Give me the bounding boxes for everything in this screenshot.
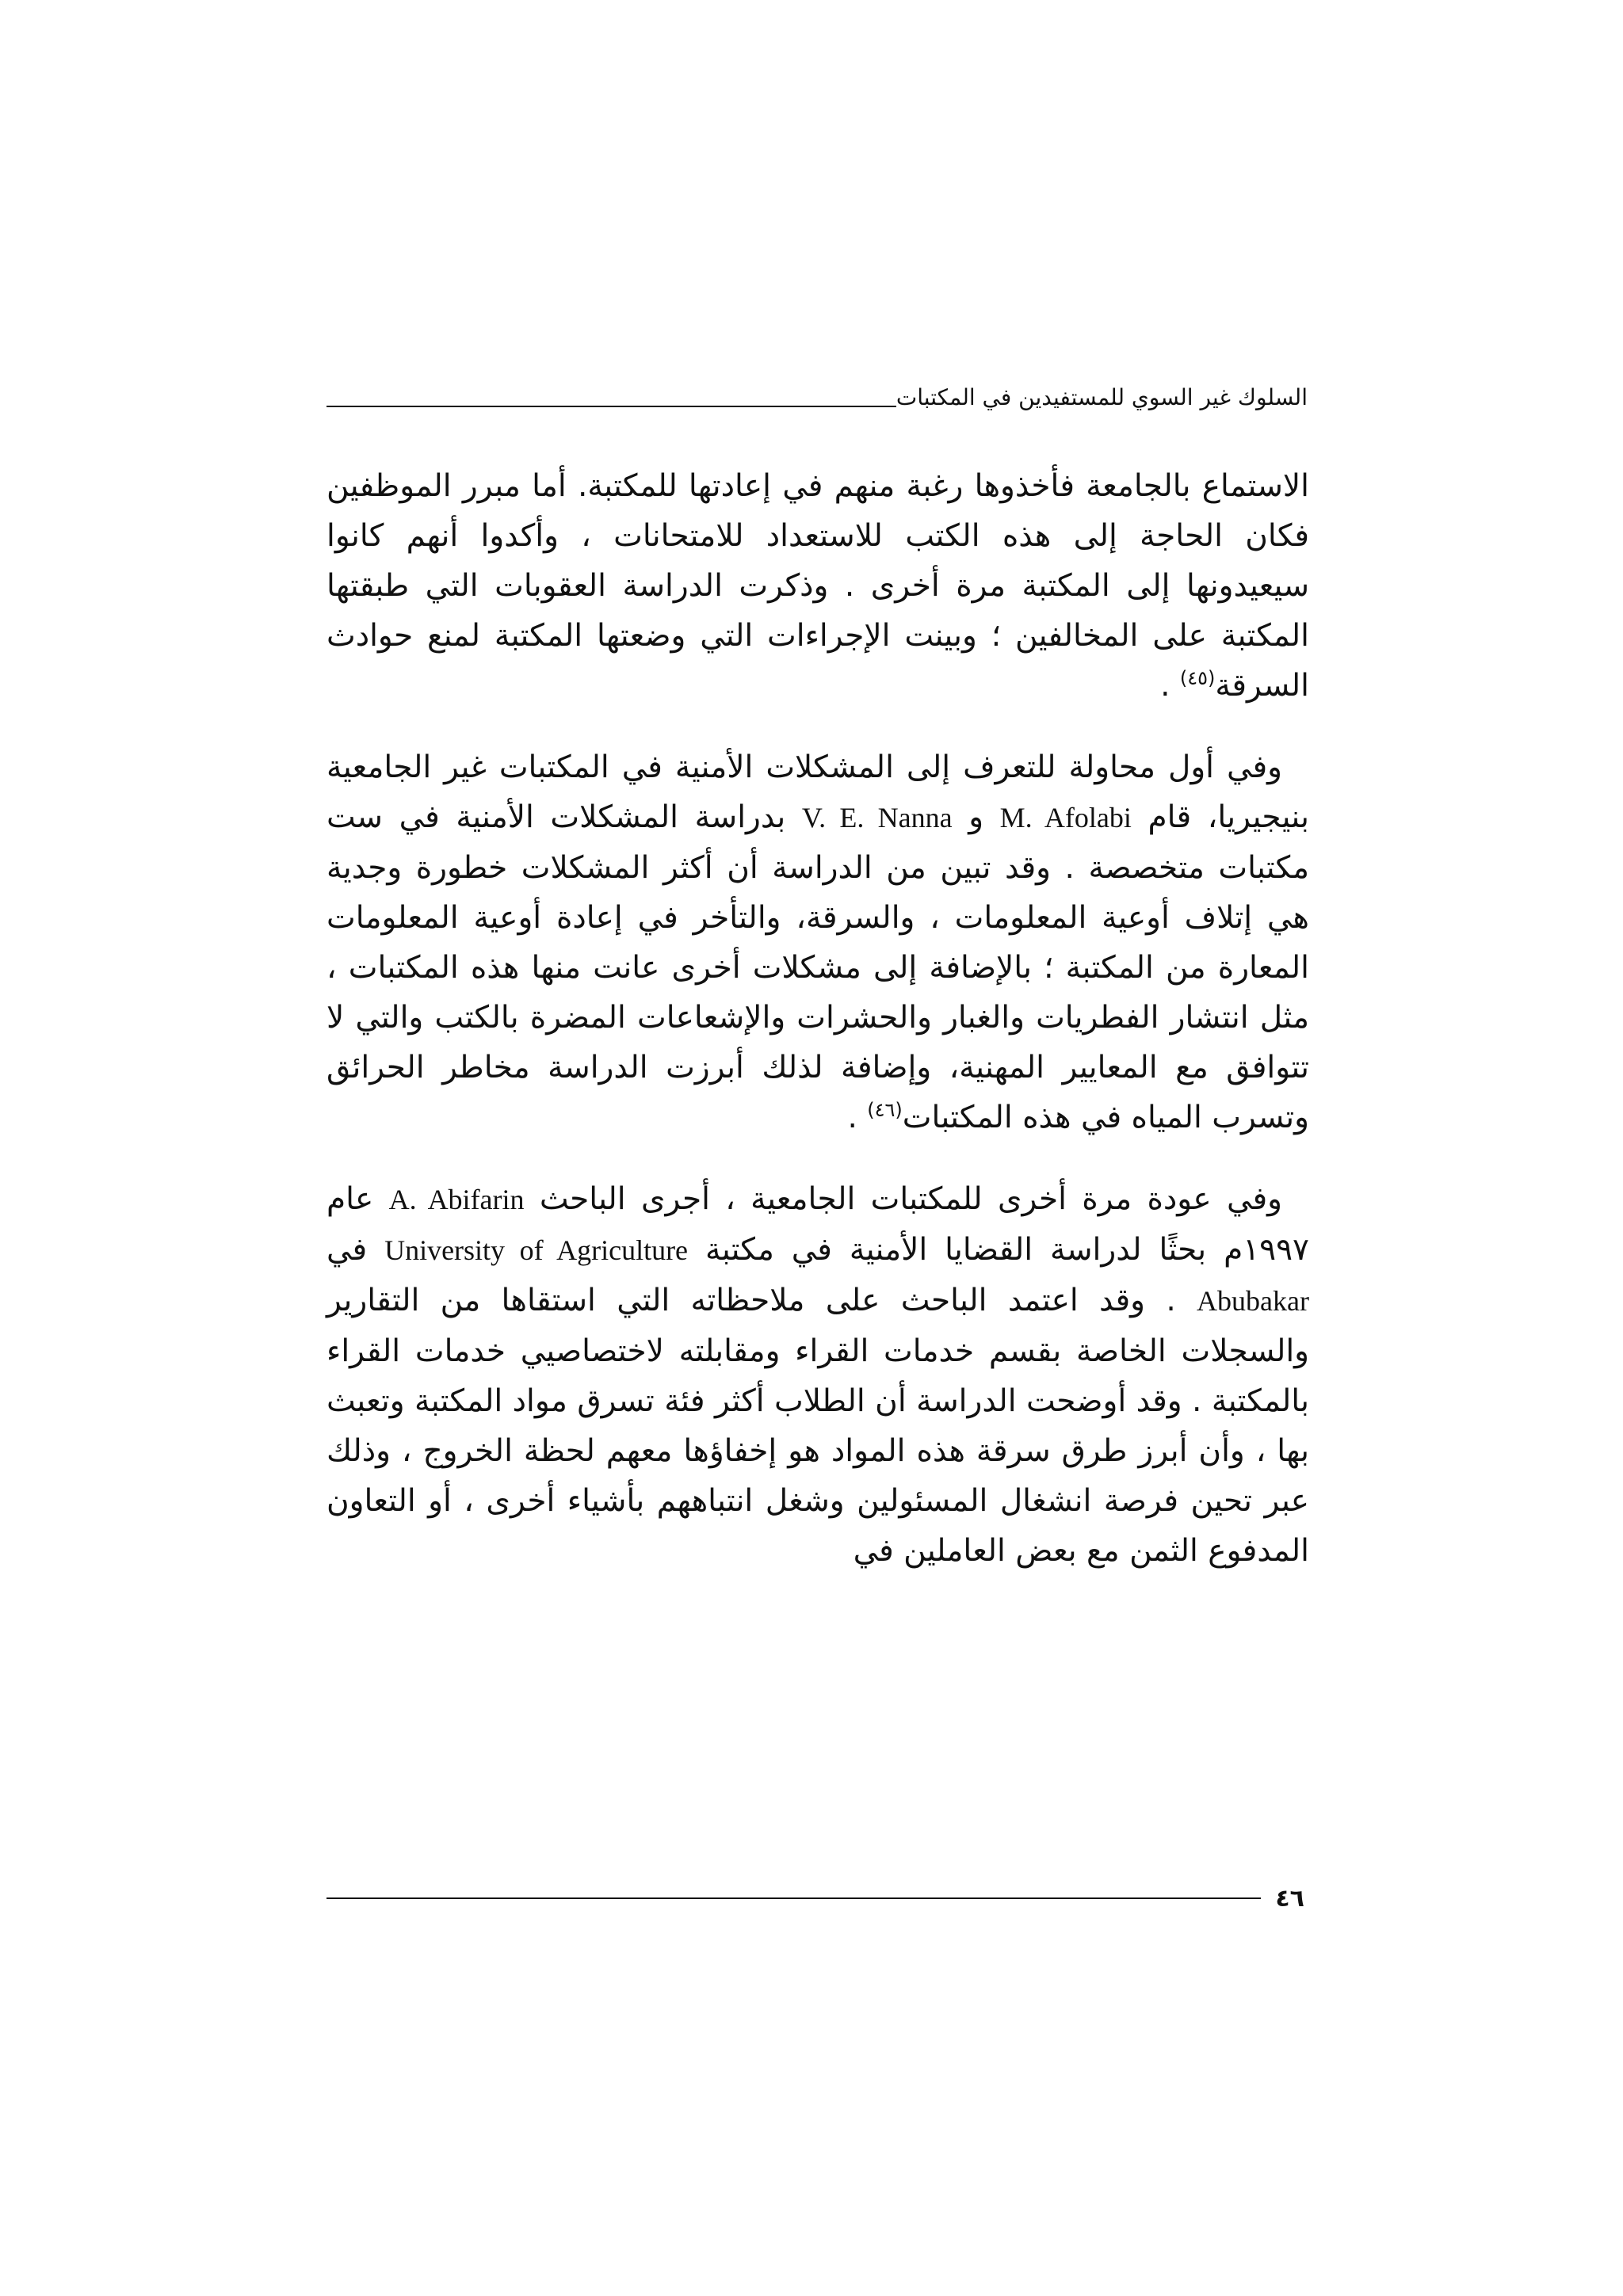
paragraph-2-text-b: بدراسة المشكلات الأمنية في ست مكتبات متخصصة . وقد تبين من الدراسة أن أكثر المشكلات خطورة وجدية هي إتلاف أوعية المعلومات ، والسرقة، والتأخر في إعادة أوعية المعلومات المعارة من المكتبة ؛ بالإضافة إلى مشكلات أخرى عانت منها هذه المكتبات ، مثل انتشار الفطريات والغبار والحشرات والإشعاعات المضرة بالكتب والتي لا تتوافق مع المعايير المهنية، وإضافة لذلك أبرزت الدراسة مخاطر الحرائق وتسرب المياه في هذه المكتبات	[327, 799, 1309, 1135]
body-text	[327, 461, 1309, 1576]
institution-name: University of Agriculture	[384, 1234, 689, 1266]
paragraph-1	[327, 461, 1309, 711]
paragraph-3-text-a: وفي عودة مرة أخرى للمكتبات الجامعية ، أجرى الباحث	[524, 1181, 1283, 1217]
page-number: ٤٦	[1275, 1884, 1304, 1913]
author-afolabi: M. Afolabi	[999, 802, 1132, 833]
footnote-ref-46: (٤٦)	[867, 1099, 903, 1121]
paragraph-2-connector: و	[952, 799, 1000, 835]
paragraph-2	[327, 742, 1309, 1142]
paragraph-3-text-d: . وقد اعتمد الباحث على ملاحظاته التي استقاها من التقارير والسجلات الخاصة بقسم خدمات القراء ومقابلته لاختصاصيي خدمات القراء بالمكتبة . وقد أوضحت الدراسة أن الطلاب أكثر فئة تسرق مواد المكتبة وتعبث بها ، وأن أبرز طرق سرقة هذه المواد هو إخفاؤها معهم لحظة الخروج ، وذلك عبر تحين فرصة انشغال المسئولين وشغل انتباههم بأشياء أخرى ، أو التعاون المدفوع الثمن مع بعض العاملين في	[327, 1283, 1309, 1569]
paragraph-3-text-c: في	[327, 1232, 385, 1268]
paragraph-3-text-b: عام ١٩٩٧م بحثًا لدراسة القضايا الأمنية في مكتبة	[327, 1181, 1310, 1268]
paragraph-2-end: .	[847, 1100, 868, 1135]
author-nanna: V. E. Nanna	[801, 802, 953, 833]
paragraph-1-text: الاستماع بالجامعة فأخذوها رغبة منهم في إعادتها للمكتبة. أما مبرر الموظفين فكان الحاجة إلى هذه الكتب للاستعداد للامتحانات ، وأكدوا أنهم كانوا سيعيدونها إلى المكتبة مرة أخرى . وذكرت الدراسة العقوبات التي طبقتها المكتبة على المخالفين ؛ وبينت الإجراءات التي وضعتها المكتبة لمنع حوادث السرقة	[327, 468, 1309, 704]
header-rule	[327, 406, 896, 407]
footnote-ref-45: (٤٥)	[1179, 667, 1216, 689]
footer-rule	[327, 1897, 1261, 1899]
paragraph-3	[327, 1174, 1309, 1576]
author-abifarin: A. Abifarin	[388, 1184, 525, 1215]
page-footer	[327, 1878, 1309, 1918]
place-name: Abubakar	[1197, 1285, 1309, 1317]
running-title: السلوك غير السوي للمستفيدين في المكتبات	[896, 384, 1308, 410]
paragraph-2-text-a: وفي أول محاولة للتعرف إلى المشكلات الأمنية في المكتبات غير الجامعية بنيجيريا، قام	[327, 749, 1309, 835]
running-header	[327, 371, 1308, 415]
paragraph-1-end: .	[1160, 668, 1180, 704]
